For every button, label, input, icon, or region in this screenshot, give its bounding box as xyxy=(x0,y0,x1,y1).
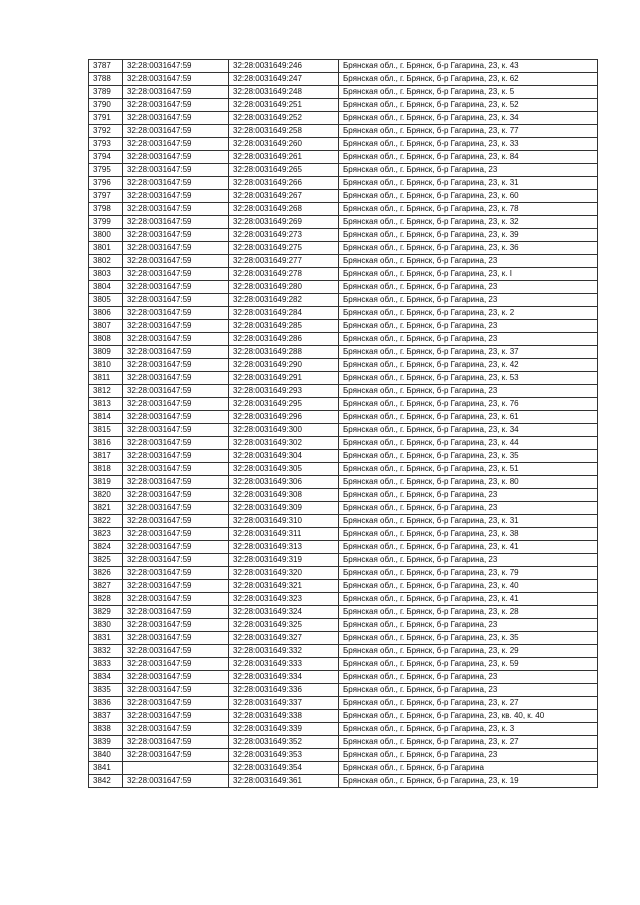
table-row xyxy=(89,736,598,749)
address-cell: Брянская обл., г. Брянск, б-р Гагарина, 23, к. 42 xyxy=(339,359,598,372)
address-cell: Брянская обл., г. Брянск, б-р Гагарина, 23, к. 35 xyxy=(339,632,598,645)
table-row xyxy=(89,177,598,190)
address-cell: Брянская обл., г. Брянск, б-р Гагарина, 23 xyxy=(339,749,598,762)
quarter-cadastral-cell: 32:28:0031647:59 xyxy=(123,372,229,385)
address-cell: Брянская обл., г. Брянск, б-р Гагарина xyxy=(339,762,598,775)
row-number-cell: 3824 xyxy=(89,541,123,554)
row-number-cell: 3828 xyxy=(89,593,123,606)
cadastral-number-cell: 32:28:0031649:285 xyxy=(229,320,339,333)
table-row xyxy=(89,398,598,411)
cadastral-number-cell: 32:28:0031649:332 xyxy=(229,645,339,658)
table-row xyxy=(89,73,598,86)
cadastral-number-cell: 32:28:0031649:252 xyxy=(229,112,339,125)
table-row xyxy=(89,372,598,385)
table-row xyxy=(89,463,598,476)
quarter-cadastral-cell: 32:28:0031647:59 xyxy=(123,580,229,593)
row-number-cell: 3818 xyxy=(89,463,123,476)
row-number-cell: 3830 xyxy=(89,619,123,632)
row-number-cell: 3827 xyxy=(89,580,123,593)
row-number-cell: 3815 xyxy=(89,424,123,437)
address-cell: Брянская обл., г. Брянск, б-р Гагарина, 23, к. 27 xyxy=(339,736,598,749)
table-row xyxy=(89,333,598,346)
quarter-cadastral-cell: 32:28:0031647:59 xyxy=(123,515,229,528)
cadastral-table xyxy=(88,59,598,788)
quarter-cadastral-cell: 32:28:0031647:59 xyxy=(123,723,229,736)
table-row xyxy=(89,697,598,710)
row-number-cell: 3795 xyxy=(89,164,123,177)
row-number-cell: 3842 xyxy=(89,775,123,788)
address-cell: Брянская обл., г. Брянск, б-р Гагарина, 23, к. I xyxy=(339,268,598,281)
quarter-cadastral-cell: 32:28:0031647:59 xyxy=(123,450,229,463)
table-row xyxy=(89,541,598,554)
address-cell: Брянская обл., г. Брянск, б-р Гагарина, 23, к. 29 xyxy=(339,645,598,658)
table-row xyxy=(89,749,598,762)
quarter-cadastral-cell: 32:28:0031647:59 xyxy=(123,658,229,671)
quarter-cadastral-cell: 32:28:0031647:59 xyxy=(123,710,229,723)
table-row xyxy=(89,671,598,684)
cadastral-number-cell: 32:28:0031649:269 xyxy=(229,216,339,229)
address-cell: Брянская обл., г. Брянск, б-р Гагарина, 23, к. 59 xyxy=(339,658,598,671)
row-number-cell: 3800 xyxy=(89,229,123,242)
row-number-cell: 3820 xyxy=(89,489,123,502)
table-row xyxy=(89,580,598,593)
quarter-cadastral-cell: 32:28:0031647:59 xyxy=(123,255,229,268)
address-cell: Брянская обл., г. Брянск, б-р Гагарина, 23, к. 27 xyxy=(339,697,598,710)
quarter-cadastral-cell: 32:28:0031647:59 xyxy=(123,502,229,515)
address-cell: Брянская обл., г. Брянск, б-р Гагарина, 23 xyxy=(339,554,598,567)
row-number-cell: 3831 xyxy=(89,632,123,645)
address-cell: Брянская обл., г. Брянск, б-р Гагарина, 23, к. 2 xyxy=(339,307,598,320)
quarter-cadastral-cell: 32:28:0031647:59 xyxy=(123,424,229,437)
cadastral-number-cell: 32:28:0031649:325 xyxy=(229,619,339,632)
address-cell: Брянская обл., г. Брянск, б-р Гагарина, 23, к. 52 xyxy=(339,99,598,112)
quarter-cadastral-cell: 32:28:0031647:59 xyxy=(123,541,229,554)
cadastral-number-cell: 32:28:0031649:361 xyxy=(229,775,339,788)
cadastral-number-cell: 32:28:0031649:333 xyxy=(229,658,339,671)
address-cell: Брянская обл., г. Брянск, б-р Гагарина, 23, к. 34 xyxy=(339,112,598,125)
quarter-cadastral-cell: 32:28:0031647:59 xyxy=(123,125,229,138)
row-number-cell: 3832 xyxy=(89,645,123,658)
table-row xyxy=(89,242,598,255)
cadastral-number-cell: 32:28:0031649:258 xyxy=(229,125,339,138)
address-cell: Брянская обл., г. Брянск, б-р Гагарина, 23 xyxy=(339,671,598,684)
quarter-cadastral-cell: 32:28:0031647:59 xyxy=(123,528,229,541)
row-number-cell: 3798 xyxy=(89,203,123,216)
address-cell: Брянская обл., г. Брянск, б-р Гагарина, 23, к. 39 xyxy=(339,229,598,242)
address-cell: Брянская обл., г. Брянск, б-р Гагарина, 23 xyxy=(339,489,598,502)
quarter-cadastral-cell: 32:28:0031647:59 xyxy=(123,697,229,710)
row-number-cell: 3787 xyxy=(89,60,123,73)
quarter-cadastral-cell: 32:28:0031647:59 xyxy=(123,437,229,450)
quarter-cadastral-cell: 32:28:0031647:59 xyxy=(123,333,229,346)
row-number-cell: 3794 xyxy=(89,151,123,164)
table-row xyxy=(89,268,598,281)
row-number-cell: 3834 xyxy=(89,671,123,684)
cadastral-number-cell: 32:28:0031649:293 xyxy=(229,385,339,398)
cadastral-number-cell: 32:28:0031649:296 xyxy=(229,411,339,424)
address-cell: Брянская обл., г. Брянск, б-р Гагарина, 23 xyxy=(339,502,598,515)
quarter-cadastral-cell: 32:28:0031647:59 xyxy=(123,60,229,73)
address-cell: Брянская обл., г. Брянск, б-р Гагарина, 23, к. 32 xyxy=(339,216,598,229)
quarter-cadastral-cell: 32:28:0031647:59 xyxy=(123,411,229,424)
address-cell: Брянская обл., г. Брянск, б-р Гагарина, 23, к. 5 xyxy=(339,86,598,99)
address-cell: Брянская обл., г. Брянск, б-р Гагарина, 23, к. 43 xyxy=(339,60,598,73)
address-cell: Брянская обл., г. Брянск, б-р Гагарина, 23 xyxy=(339,320,598,333)
row-number-cell: 3797 xyxy=(89,190,123,203)
cadastral-number-cell: 32:28:0031649:278 xyxy=(229,268,339,281)
row-number-cell: 3829 xyxy=(89,606,123,619)
table-row xyxy=(89,515,598,528)
address-cell: Брянская обл., г. Брянск, б-р Гагарина, 23, к. 79 xyxy=(339,567,598,580)
cadastral-number-cell: 32:28:0031649:324 xyxy=(229,606,339,619)
cadastral-number-cell: 32:28:0031649:311 xyxy=(229,528,339,541)
quarter-cadastral-cell: 32:28:0031647:59 xyxy=(123,476,229,489)
cadastral-number-cell: 32:28:0031649:313 xyxy=(229,541,339,554)
table-row xyxy=(89,476,598,489)
table-row xyxy=(89,385,598,398)
row-number-cell: 3805 xyxy=(89,294,123,307)
address-cell: Брянская обл., г. Брянск, б-р Гагарина, 23, к. 44 xyxy=(339,437,598,450)
cadastral-number-cell: 32:28:0031649:286 xyxy=(229,333,339,346)
row-number-cell: 3789 xyxy=(89,86,123,99)
table-row xyxy=(89,437,598,450)
table-row xyxy=(89,359,598,372)
row-number-cell: 3840 xyxy=(89,749,123,762)
table-row xyxy=(89,684,598,697)
cadastral-number-cell: 32:28:0031649:321 xyxy=(229,580,339,593)
table-row xyxy=(89,229,598,242)
cadastral-number-cell: 32:28:0031649:288 xyxy=(229,346,339,359)
row-number-cell: 3803 xyxy=(89,268,123,281)
table-row xyxy=(89,528,598,541)
quarter-cadastral-cell: 32:28:0031647:59 xyxy=(123,489,229,502)
row-number-cell: 3814 xyxy=(89,411,123,424)
quarter-cadastral-cell: 32:28:0031647:59 xyxy=(123,593,229,606)
cadastral-number-cell: 32:28:0031649:337 xyxy=(229,697,339,710)
cadastral-number-cell: 32:28:0031649:308 xyxy=(229,489,339,502)
quarter-cadastral-cell: 32:28:0031647:59 xyxy=(123,112,229,125)
cadastral-number-cell: 32:28:0031649:290 xyxy=(229,359,339,372)
row-number-cell: 3841 xyxy=(89,762,123,775)
address-cell: Брянская обл., г. Брянск, б-р Гагарина, 23, к. 38 xyxy=(339,528,598,541)
quarter-cadastral-cell: 32:28:0031647:59 xyxy=(123,99,229,112)
quarter-cadastral-cell: 32:28:0031647:59 xyxy=(123,216,229,229)
address-cell: Брянская обл., г. Брянск, б-р Гагарина, 23, к. 77 xyxy=(339,125,598,138)
quarter-cadastral-cell: 32:28:0031647:59 xyxy=(123,242,229,255)
address-cell: Брянская обл., г. Брянск, б-р Гагарина, 23, к. 31 xyxy=(339,177,598,190)
quarter-cadastral-cell: 32:28:0031647:59 xyxy=(123,164,229,177)
address-cell: Брянская обл., г. Брянск, б-р Гагарина, 23, к. 84 xyxy=(339,151,598,164)
row-number-cell: 3839 xyxy=(89,736,123,749)
cadastral-number-cell: 32:28:0031649:327 xyxy=(229,632,339,645)
row-number-cell: 3802 xyxy=(89,255,123,268)
address-cell: Брянская обл., г. Брянск, б-р Гагарина, 23 xyxy=(339,255,598,268)
row-number-cell: 3804 xyxy=(89,281,123,294)
row-number-cell: 3799 xyxy=(89,216,123,229)
address-cell: Брянская обл., г. Брянск, б-р Гагарина, 23, к. 60 xyxy=(339,190,598,203)
row-number-cell: 3836 xyxy=(89,697,123,710)
address-cell: Брянская обл., г. Брянск, б-р Гагарина, 23, к. 51 xyxy=(339,463,598,476)
address-cell: Брянская обл., г. Брянск, б-р Гагарина, 23, к. 62 xyxy=(339,73,598,86)
address-cell: Брянская обл., г. Брянск, б-р Гагарина, 23 xyxy=(339,164,598,177)
table-row xyxy=(89,112,598,125)
address-cell: Брянская обл., г. Брянск, б-р Гагарина, 23, кв. 40, к. 40 xyxy=(339,710,598,723)
row-number-cell: 3793 xyxy=(89,138,123,151)
row-number-cell: 3809 xyxy=(89,346,123,359)
quarter-cadastral-cell: 32:28:0031647:59 xyxy=(123,463,229,476)
cadastral-number-cell: 32:28:0031649:291 xyxy=(229,372,339,385)
quarter-cadastral-cell: 32:28:0031647:59 xyxy=(123,359,229,372)
cadastral-number-cell: 32:28:0031649:284 xyxy=(229,307,339,320)
cadastral-number-cell: 32:28:0031649:280 xyxy=(229,281,339,294)
quarter-cadastral-cell: 32:28:0031647:59 xyxy=(123,281,229,294)
row-number-cell: 3801 xyxy=(89,242,123,255)
cadastral-number-cell: 32:28:0031649:282 xyxy=(229,294,339,307)
row-number-cell: 3813 xyxy=(89,398,123,411)
row-number-cell: 3825 xyxy=(89,554,123,567)
table-row xyxy=(89,710,598,723)
address-cell: Брянская обл., г. Брянск, б-р Гагарина, 23, к. 41 xyxy=(339,593,598,606)
quarter-cadastral-cell: 32:28:0031647:59 xyxy=(123,346,229,359)
table-row xyxy=(89,294,598,307)
quarter-cadastral-cell: 32:28:0031647:59 xyxy=(123,203,229,216)
row-number-cell: 3796 xyxy=(89,177,123,190)
cadastral-number-cell: 32:28:0031649:300 xyxy=(229,424,339,437)
cadastral-number-cell: 32:28:0031649:309 xyxy=(229,502,339,515)
quarter-cadastral-cell: 32:28:0031647:59 xyxy=(123,619,229,632)
cadastral-number-cell: 32:28:0031649:277 xyxy=(229,255,339,268)
quarter-cadastral-cell: 32:28:0031647:59 xyxy=(123,684,229,697)
row-number-cell: 3833 xyxy=(89,658,123,671)
table-row xyxy=(89,619,598,632)
quarter-cadastral-cell: 32:28:0031647:59 xyxy=(123,736,229,749)
cadastral-number-cell: 32:28:0031649:275 xyxy=(229,242,339,255)
row-number-cell: 3826 xyxy=(89,567,123,580)
table-row xyxy=(89,320,598,333)
row-number-cell: 3810 xyxy=(89,359,123,372)
cadastral-number-cell: 32:28:0031649:251 xyxy=(229,99,339,112)
address-cell: Брянская обл., г. Брянск, б-р Гагарина, 23, к. 35 xyxy=(339,450,598,463)
quarter-cadastral-cell: 32:28:0031647:59 xyxy=(123,645,229,658)
quarter-cadastral-cell: 32:28:0031647:59 xyxy=(123,307,229,320)
address-cell: Брянская обл., г. Брянск, б-р Гагарина, 23, к. 33 xyxy=(339,138,598,151)
table-row xyxy=(89,502,598,515)
cadastral-number-cell: 32:28:0031649:323 xyxy=(229,593,339,606)
row-number-cell: 3807 xyxy=(89,320,123,333)
table-row xyxy=(89,645,598,658)
quarter-cadastral-cell: 32:28:0031647:59 xyxy=(123,268,229,281)
cadastral-number-cell: 32:28:0031649:354 xyxy=(229,762,339,775)
quarter-cadastral-cell: 32:28:0031647:59 xyxy=(123,775,229,788)
cadastral-number-cell: 32:28:0031649:353 xyxy=(229,749,339,762)
quarter-cadastral-cell: 32:28:0031647:59 xyxy=(123,73,229,86)
cadastral-number-cell: 32:28:0031649:302 xyxy=(229,437,339,450)
cadastral-number-cell: 32:28:0031649:306 xyxy=(229,476,339,489)
cadastral-number-cell: 32:28:0031649:248 xyxy=(229,86,339,99)
row-number-cell: 3816 xyxy=(89,437,123,450)
table-row xyxy=(89,151,598,164)
address-cell: Брянская обл., г. Брянск, б-р Гагарина, 23 xyxy=(339,281,598,294)
table-row xyxy=(89,307,598,320)
address-cell: Брянская обл., г. Брянск, б-р Гагарина, 23, к. 53 xyxy=(339,372,598,385)
cadastral-number-cell: 32:28:0031649:320 xyxy=(229,567,339,580)
table-row xyxy=(89,60,598,73)
cadastral-number-cell: 32:28:0031649:338 xyxy=(229,710,339,723)
table-row xyxy=(89,190,598,203)
table-row xyxy=(89,203,598,216)
cadastral-number-cell: 32:28:0031649:260 xyxy=(229,138,339,151)
quarter-cadastral-cell: 32:28:0031647:59 xyxy=(123,229,229,242)
table-row xyxy=(89,164,598,177)
row-number-cell: 3822 xyxy=(89,515,123,528)
address-cell: Брянская обл., г. Брянск, б-р Гагарина, 23, к. 3 xyxy=(339,723,598,736)
quarter-cadastral-cell xyxy=(123,762,229,775)
table-row xyxy=(89,723,598,736)
quarter-cadastral-cell: 32:28:0031647:59 xyxy=(123,671,229,684)
address-cell: Брянская обл., г. Брянск, б-р Гагарина, 23, к. 36 xyxy=(339,242,598,255)
table-row xyxy=(89,86,598,99)
table-row xyxy=(89,658,598,671)
row-number-cell: 3817 xyxy=(89,450,123,463)
quarter-cadastral-cell: 32:28:0031647:59 xyxy=(123,632,229,645)
table-row xyxy=(89,450,598,463)
quarter-cadastral-cell: 32:28:0031647:59 xyxy=(123,606,229,619)
address-cell: Брянская обл., г. Брянск, б-р Гагарина, 23, к. 76 xyxy=(339,398,598,411)
cadastral-number-cell: 32:28:0031649:319 xyxy=(229,554,339,567)
row-number-cell: 3812 xyxy=(89,385,123,398)
cadastral-number-cell: 32:28:0031649:247 xyxy=(229,73,339,86)
cadastral-number-cell: 32:28:0031649:261 xyxy=(229,151,339,164)
row-number-cell: 3819 xyxy=(89,476,123,489)
address-cell: Брянская обл., г. Брянск, б-р Гагарина, 23 xyxy=(339,294,598,307)
cadastral-number-cell: 32:28:0031649:268 xyxy=(229,203,339,216)
address-cell: Брянская обл., г. Брянск, б-р Гагарина, 23 xyxy=(339,684,598,697)
address-cell: Брянская обл., г. Брянск, б-р Гагарина, 23, к. 61 xyxy=(339,411,598,424)
row-number-cell: 3792 xyxy=(89,125,123,138)
cadastral-number-cell: 32:28:0031649:339 xyxy=(229,723,339,736)
table-row xyxy=(89,255,598,268)
row-number-cell: 3790 xyxy=(89,99,123,112)
cadastral-number-cell: 32:28:0031649:266 xyxy=(229,177,339,190)
quarter-cadastral-cell: 32:28:0031647:59 xyxy=(123,749,229,762)
table-row xyxy=(89,99,598,112)
quarter-cadastral-cell: 32:28:0031647:59 xyxy=(123,138,229,151)
table-row xyxy=(89,125,598,138)
table-row xyxy=(89,593,598,606)
quarter-cadastral-cell: 32:28:0031647:59 xyxy=(123,177,229,190)
address-cell: Брянская обл., г. Брянск, б-р Гагарина, 23, к. 19 xyxy=(339,775,598,788)
address-cell: Брянская обл., г. Брянск, б-р Гагарина, 23 xyxy=(339,385,598,398)
cadastral-number-cell: 32:28:0031649:352 xyxy=(229,736,339,749)
cadastral-number-cell: 32:28:0031649:336 xyxy=(229,684,339,697)
cadastral-number-cell: 32:28:0031649:304 xyxy=(229,450,339,463)
cadastral-number-cell: 32:28:0031649:265 xyxy=(229,164,339,177)
table-row xyxy=(89,606,598,619)
address-cell: Брянская обл., г. Брянск, б-р Гагарина, 23 xyxy=(339,333,598,346)
row-number-cell: 3837 xyxy=(89,710,123,723)
address-cell: Брянская обл., г. Брянск, б-р Гагарина, 23, к. 78 xyxy=(339,203,598,216)
cadastral-number-cell: 32:28:0031649:267 xyxy=(229,190,339,203)
address-cell: Брянская обл., г. Брянск, б-р Гагарина, 23, к. 28 xyxy=(339,606,598,619)
address-cell: Брянская обл., г. Брянск, б-р Гагарина, 23, к. 80 xyxy=(339,476,598,489)
table-row xyxy=(89,567,598,580)
address-cell: Брянская обл., г. Брянск, б-р Гагарина, 23, к. 41 xyxy=(339,541,598,554)
quarter-cadastral-cell: 32:28:0031647:59 xyxy=(123,190,229,203)
quarter-cadastral-cell: 32:28:0031647:59 xyxy=(123,151,229,164)
table-row xyxy=(89,489,598,502)
quarter-cadastral-cell: 32:28:0031647:59 xyxy=(123,385,229,398)
quarter-cadastral-cell: 32:28:0031647:59 xyxy=(123,567,229,580)
address-cell: Брянская обл., г. Брянск, б-р Гагарина, 23 xyxy=(339,619,598,632)
row-number-cell: 3791 xyxy=(89,112,123,125)
address-cell: Брянская обл., г. Брянск, б-р Гагарина, 23, к. 34 xyxy=(339,424,598,437)
row-number-cell: 3806 xyxy=(89,307,123,320)
quarter-cadastral-cell: 32:28:0031647:59 xyxy=(123,294,229,307)
row-number-cell: 3821 xyxy=(89,502,123,515)
row-number-cell: 3811 xyxy=(89,372,123,385)
table-row xyxy=(89,216,598,229)
row-number-cell: 3808 xyxy=(89,333,123,346)
cadastral-number-cell: 32:28:0031649:246 xyxy=(229,60,339,73)
address-cell: Брянская обл., г. Брянск, б-р Гагарина, 23, к. 40 xyxy=(339,580,598,593)
table-row xyxy=(89,411,598,424)
table-row xyxy=(89,762,598,775)
row-number-cell: 3788 xyxy=(89,73,123,86)
table-row xyxy=(89,424,598,437)
address-cell: Брянская обл., г. Брянск, б-р Гагарина, 23, к. 31 xyxy=(339,515,598,528)
table-row xyxy=(89,554,598,567)
table-row xyxy=(89,138,598,151)
table-row xyxy=(89,775,598,788)
quarter-cadastral-cell: 32:28:0031647:59 xyxy=(123,86,229,99)
address-cell: Брянская обл., г. Брянск, б-р Гагарина, 23, к. 37 xyxy=(339,346,598,359)
cadastral-number-cell: 32:28:0031649:273 xyxy=(229,229,339,242)
quarter-cadastral-cell: 32:28:0031647:59 xyxy=(123,554,229,567)
table-row xyxy=(89,632,598,645)
cadastral-number-cell: 32:28:0031649:310 xyxy=(229,515,339,528)
row-number-cell: 3838 xyxy=(89,723,123,736)
table-row xyxy=(89,346,598,359)
row-number-cell: 3835 xyxy=(89,684,123,697)
table-row xyxy=(89,281,598,294)
cadastral-number-cell: 32:28:0031649:305 xyxy=(229,463,339,476)
quarter-cadastral-cell: 32:28:0031647:59 xyxy=(123,320,229,333)
cadastral-number-cell: 32:28:0031649:334 xyxy=(229,671,339,684)
cadastral-number-cell: 32:28:0031649:295 xyxy=(229,398,339,411)
row-number-cell: 3823 xyxy=(89,528,123,541)
quarter-cadastral-cell: 32:28:0031647:59 xyxy=(123,398,229,411)
table-body xyxy=(89,60,598,788)
